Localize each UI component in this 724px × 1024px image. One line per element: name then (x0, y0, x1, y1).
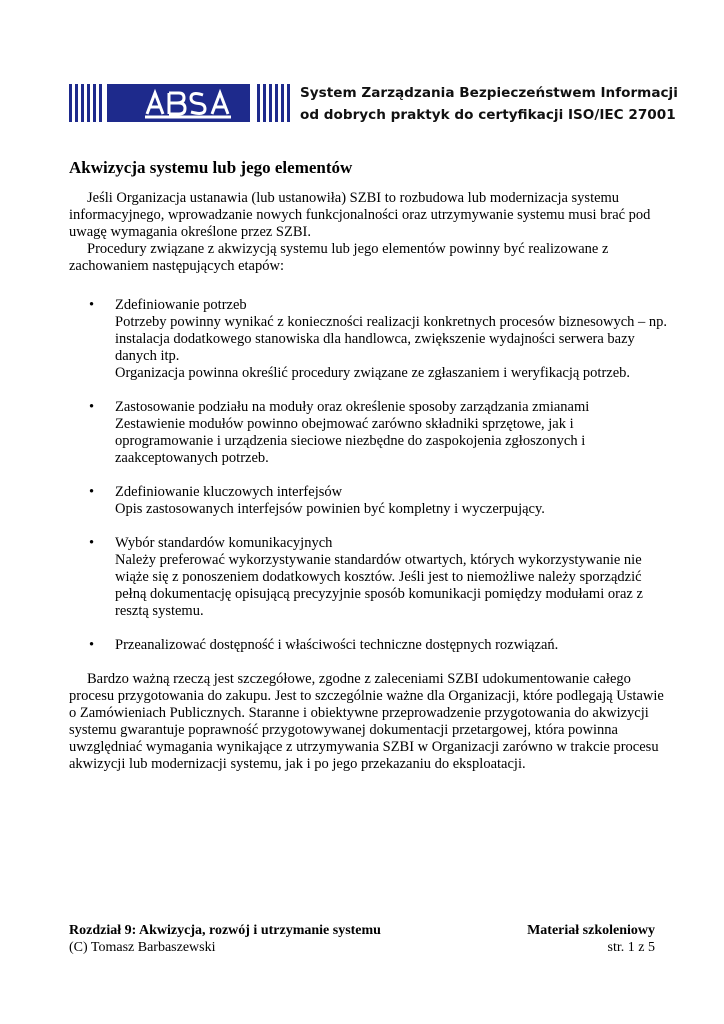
closing-paragraph: Bardzo ważną rzeczą jest szczegółowe, zgodne z zaleceniami SZBI udokumentowanie całego procesu przygotowania do zakupu. Jest to szczególnie ważne dla Organizacji, które podlegają Ustawie o Zamówieniach Publicznych. Staranne i obiektywne przeprowadzenie przygotowania do akwizycji systemu gwarantuje poprawność przygotowywanej dokumentacji przetargowej, która powinna uwzględniać wymagania wynikające z utrzymywania SZBI w Organizacji zarówno w trakcie procesu akwizycji lub modernizacji systemu, jak i po jego przekazaniu do eksploatacji. (69, 671, 664, 772)
intro-paragraph-1: Jeśli Organizacja ustanawia (lub ustanowiła) SZBI to rozbudowa lub modernizacja systemu informacyjnego, wprowadzanie nowych funkcjonalności oraz utrzymywanie systemu musi brać pod uwagę wymagania określone przez SZBI. (69, 190, 651, 240)
list-item (69, 535, 669, 620)
document-body (69, 190, 669, 773)
bullet-icon: • (89, 399, 95, 415)
page-footer (69, 922, 655, 956)
logo-left-stripes (69, 84, 102, 122)
intro-paragraph-2: Procedury związane z akwizycją systemu lub jego elementów powinny być realizowane z zachowaniem następujących etapów: (69, 241, 609, 274)
item-text: Zestawienie modułów powinno obejmować zarówno składniki sprzętowe, jak i oprogramowanie i urządzenia sieciowe niezbędne do zaspokojenia zgłoszonych i zaakceptowanych potrzeb. (115, 416, 586, 466)
list-item (69, 399, 669, 467)
footer-page-number: str. 1 z 5 (607, 940, 655, 955)
header-line-2: od dobrych praktyk do certyfikacji ISO/IEC 27001 (300, 107, 676, 123)
footer-material: Materiał szkoleniowy (527, 923, 655, 938)
header-line-1: System Zarządzania Bezpieczeństwem Informacji (300, 85, 678, 101)
bullet-icon: • (89, 637, 95, 653)
footer-author: (C) Tomasz Barbaszewski (69, 940, 216, 955)
footer-chapter: Rozdział 9: Akwizycja, rozwój i utrzymanie systemu (69, 923, 381, 938)
item-text: Potrzeby powinny wynikać z konieczności realizacji konkretnych procesów biznesowych – np. instalacja dodatkowego stanowiska dla handlowca, zwiększenie wydajności serwera bazy danych itp. (115, 314, 668, 364)
list-item (69, 484, 669, 518)
absa-logo (69, 84, 293, 122)
bullet-icon: • (89, 484, 95, 500)
bullet-icon: • (89, 297, 95, 313)
list-item (69, 637, 669, 654)
item-text: Organizacja powinna określić procedury związane ze zgłaszaniem i weryfikacją potrzeb. (115, 365, 631, 381)
header-title (300, 82, 678, 126)
item-text: Opis zastosowanych interfejsów powinien być kompletny i wyczerpujący. (115, 501, 545, 517)
list-item (69, 297, 669, 382)
page-title: Akwizycja systemu lub jego elementów (69, 158, 353, 177)
logo-right-stripes (257, 84, 290, 122)
item-text: Należy preferować wykorzystywanie standardów otwartych, których wykorzystywanie nie wiąże się z ponoszeniem dodatkowych kosztów. Jeśli jest to niemożliwe należy sporządzić pełną dokumentację opisującą precyzyjnie sposób komunikacji pomiędzy modułami oraz z resztą systemu. (115, 552, 643, 619)
stages-list (69, 297, 669, 654)
bullet-icon: • (89, 535, 95, 551)
item-heading: Zdefiniowanie potrzeb (115, 297, 247, 313)
item-heading: Wybór standardów komunikacyjnych (115, 535, 333, 551)
item-heading: Zdefiniowanie kluczowych interfejsów (115, 484, 343, 500)
item-heading: Zastosowanie podziału na moduły oraz określenie sposoby zarządzania zmianami (115, 399, 590, 415)
page-header (0, 0, 724, 150)
item-heading: Przeanalizować dostępność i właściwości techniczne dostępnych rozwiązań. (115, 637, 559, 653)
